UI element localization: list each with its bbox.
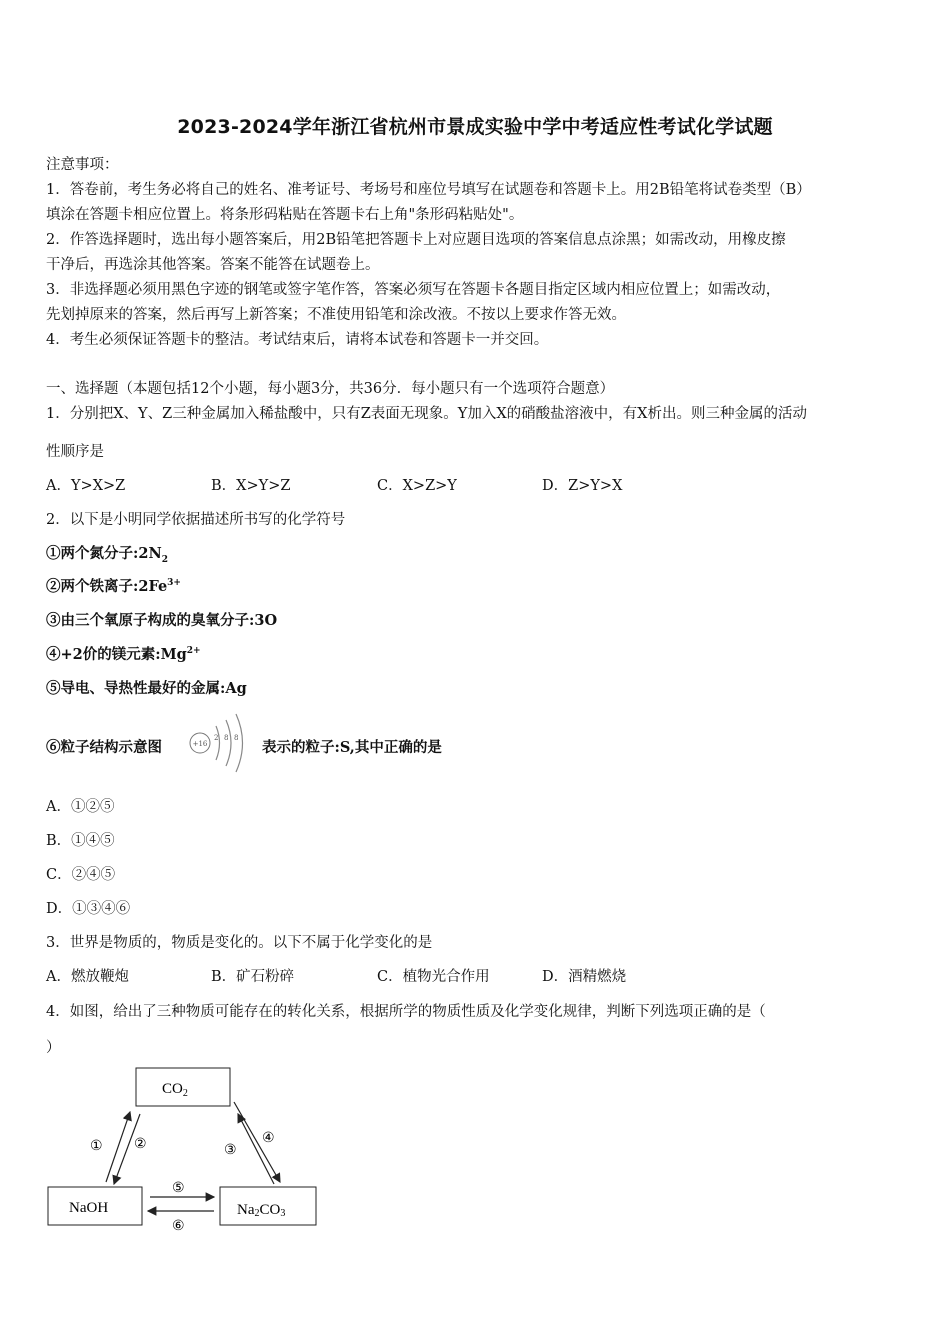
q3-option-a: A．燃放鞭炮	[46, 969, 129, 985]
q2-item: ④+2价的镁元素$:Mg^{2+}$	[46, 646, 201, 663]
q2-item: ②两个铁离子$:2Fe^{3+}$	[46, 578, 181, 595]
arrow-1	[106, 1112, 130, 1182]
q1-option-a: A．Y>X>Z	[46, 478, 126, 494]
q2-item: ⑤导电、导热性最好的金属:Ag	[46, 680, 247, 697]
nucleus-label: +16	[192, 740, 208, 748]
notice-line: 2．作答选择题时，选出每小题答案后，用2B铅笔把答题卡上对应题目选项的答案信息点涂黑；如需改动，用橡皮擦	[46, 232, 786, 248]
arrow-label: ④	[262, 1130, 275, 1146]
notice-line: 3．非选择题必须用黑色字迹的钢笔或签字笔作答，答案必须写在答题卡各题目指定区域内相应位置上；如需改动，	[46, 282, 781, 298]
page-title: 2023-2024学年浙江省杭州市景成实验中学中考适应性考试化学试题	[177, 116, 773, 138]
q1-stem: 1．分别把X、Y、Z三种金属加入稀盐酸中，只有Z表面无现象。Y加入X的硝酸盐溶液中，有X析出。则三种金属的活动	[46, 406, 807, 422]
q2-option-b: B．①④⑤	[46, 833, 115, 849]
q2-option-a: A．①②⑤	[46, 799, 115, 815]
arrow-3	[238, 1114, 274, 1184]
q2-option-d: D．①③④⑥	[46, 901, 131, 917]
q4-stem: 4．如图，给出了三种物质可能存在的转化关系，根据所学的物质性质及化学变化规律，判断下列选项正确的是（	[46, 1004, 766, 1020]
q2-item6-suffix: 表示的粒子:S,其中正确的是	[262, 739, 442, 756]
q1-stem-cont: 性顺序是	[46, 444, 104, 460]
electron-shell	[236, 714, 243, 772]
notice-line: 干净后，再选涂其他答案。答案不能答在试题卷上。	[46, 257, 380, 273]
q3-option-d: D．酒精燃烧	[542, 969, 627, 985]
notice-line: 4．考生必须保证答题卡的整洁。考试结束后，请将本试卷和答题卡一并交回。	[46, 332, 549, 348]
na2co3-label: Na2CO3	[237, 1202, 286, 1219]
q3-option-b: B．矿石粉碎	[211, 969, 295, 985]
atom-structure-diagram	[186, 712, 250, 774]
q2-item: ①两个氮分子$:2N_2$	[46, 545, 168, 565]
shell-electrons: 2	[214, 734, 219, 742]
notice-line: 先划掉原来的答案，然后再写上新答案；不准使用铅笔和涂改液。不按以上要求作答无效。	[46, 307, 626, 323]
notice-line: 1．答卷前，考生务必将自己的姓名、准考证号、考场号和座位号填写在试题卷和答题卡上。用2B铅笔将试卷类型（B）	[46, 182, 811, 198]
co2-label: $CO_2$	[162, 1081, 188, 1099]
q4-stem-cont: ）	[46, 1040, 61, 1056]
electron-shell	[216, 726, 220, 760]
arrow-label: ⑥	[172, 1218, 185, 1234]
q3-option-c: C．植物光合作用	[377, 969, 490, 985]
q2-option-c: C．②④⑤	[46, 867, 116, 883]
q1-option-b: B．X>Y>Z	[211, 478, 291, 494]
shell-electrons: 8	[224, 734, 229, 742]
notice-heading: 注意事项：	[46, 157, 119, 173]
arrow-label: ③	[224, 1142, 237, 1158]
q3-stem: 3．世界是物质的，物质是变化的。以下不属于化学变化的是	[46, 935, 433, 951]
electron-shell	[226, 720, 231, 766]
q1-option-d: D．Z>Y>X	[542, 478, 623, 494]
co2-box	[136, 1068, 230, 1106]
notice-line: 填涂在答题卡相应位置上。将条形码粘贴在答题卡右上角"条形码粘贴处"。	[46, 207, 524, 223]
q2-item6-prefix: ⑥粒子结构示意图	[46, 739, 162, 756]
section-heading: 一、选择题（本题包括12个小题，每小题3分，共36分．每小题只有一个选项符合题意）	[46, 381, 615, 397]
arrow-label: ⑤	[172, 1180, 185, 1196]
q2-stem: 2．以下是小明同学依据描述所书写的化学符号	[46, 512, 346, 528]
arrow-label: ②	[134, 1136, 147, 1152]
naoh-label: NaOH	[69, 1200, 109, 1216]
arrow-label: ①	[90, 1138, 103, 1154]
shell-electrons: 8	[234, 734, 239, 742]
conversion-diagram	[40, 1060, 340, 1240]
q1-option-c: C．X>Z>Y	[377, 478, 457, 494]
q2-item: ③由三个氧原子构成的臭氧分子:3O	[46, 612, 278, 629]
